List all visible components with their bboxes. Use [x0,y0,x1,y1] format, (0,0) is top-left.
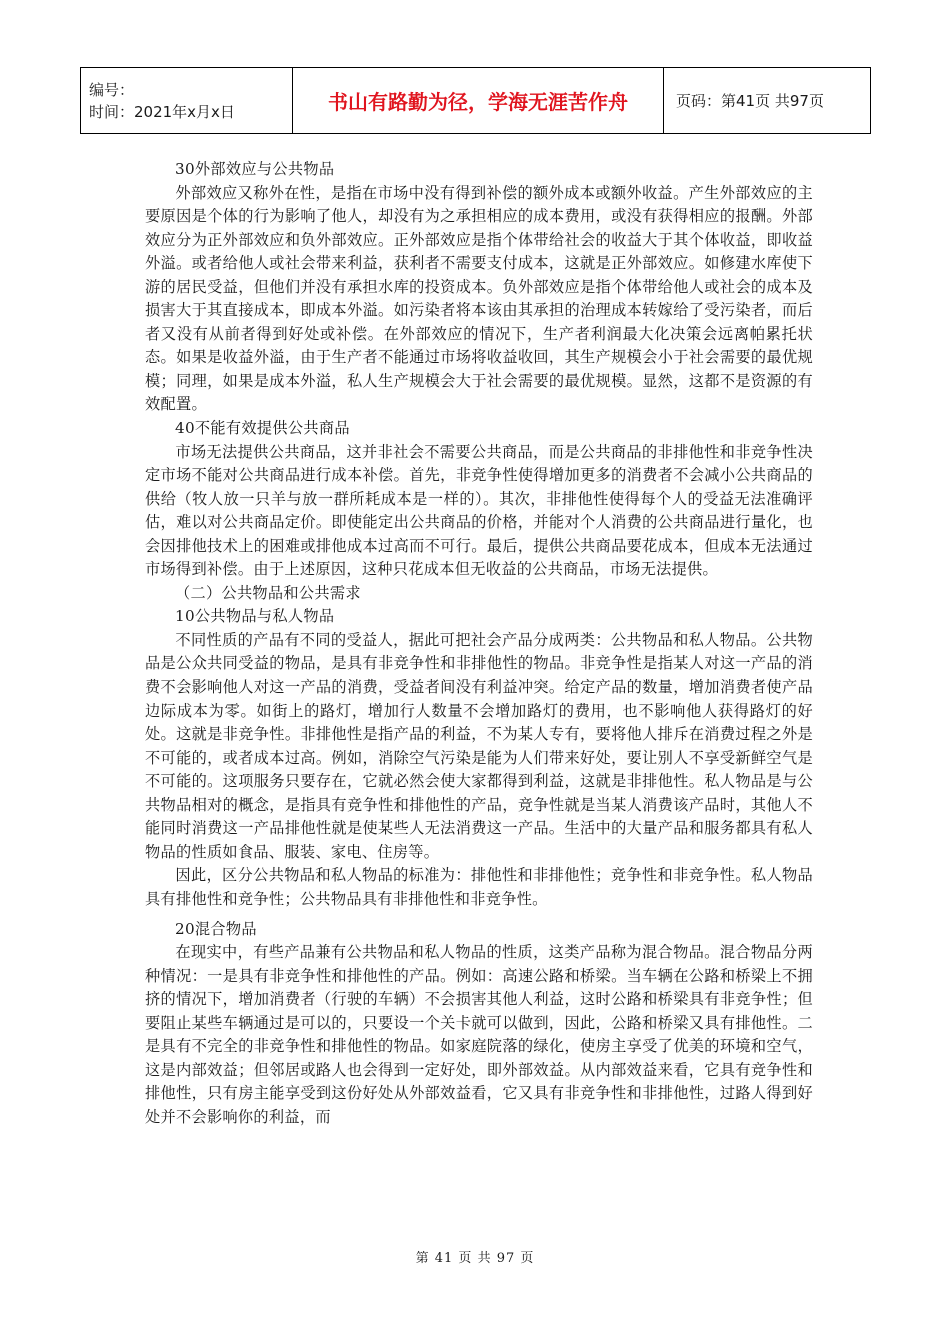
page-header [80,67,871,134]
section-heading: 40不能有效提供公共商品 [175,419,350,438]
header-page-label: 页码：第41页 共97页 [664,68,871,134]
document-body [145,158,813,1129]
section-heading: 20混合物品 [175,919,257,938]
body-paragraph: 外部效应又称外在性，是指在市场中没有得到补偿的额外成本或额外收益。产生外部效应的主要原因是个体的行为影响了他人，却没有为之承担相应的成本费用，或没有获得相应的报酬。外部效应分为正外部效应和负外部效应。正外部效应是指个体带给社会的收益大于其个体收益，即收益外溢。或者给他人或社会带来利益，获利者不需要支付成本，这就是正外部效应。如修建水库使下游的居民受益，但他们并没有承担水库的投资成本。负外部效应是指个体带给他人或社会的成本及损害大于其直接成本，即成本外溢。如污染者将本该由其承担的治理成本转嫁给了受污染者，而后者又没有从前者得到好处或补偿。在外部效应的情况下，生产者利润最大化决策会远离帕累托状态。如果是收益外溢，由于生产者不能通过市场将收益收回，其生产规模会小于社会需要的最优规模；同理，如果是成本外溢，私人生产规模会大于社会需要的最优规模。显然，这都不是资源的有效配置。 [145,183,813,414]
body-paragraph: 市场无法提供公共商品，这并非社会不需要公共商品，而是公共商品的非排他性和非竞争性决定市场不能对公共商品进行成本补偿。首先，非竞争性使得增加更多的消费者不会减小公共商品的供给（牧人放一只羊与放一群所耗成本是一样的）。其次，非排他性使得每个人的受益无法准确评估，难以对公共商品定价。即使能定出公共商品的价格，并能对个人消费的公共商品进行量化，也会因排他技术上的困难或排他成本过高而不可行。最后，提供公共商品要花成本，但成本无法通过市场得到补偿。由于上述原因，这种只花成本但无收益的公共商品，市场无法提供。 [145,442,813,579]
header-meta [81,68,293,134]
header-motto: 书山有路勤为径，学海无涯苦作舟 [293,68,664,134]
body-paragraph: 因此，区分公共物品和私人物品的标准为：排他性和非排他性；竞争性和非竞争性。私人物品具有排他性和竞争性；公共物品具有非排他性和非竞争性。 [145,866,813,908]
body-paragraph: 在现实中，有些产品兼有公共物品和私人物品的性质，这类产品称为混合物品。混合物品分两种情况：一是具有非竞争性和排他性的产品。例如：高速公路和桥梁。当车辆在公路和桥梁上不拥挤的情况下，增加消费者（行驶的车辆）不会损害其他人利益，这时公路和桥梁具有非竞争性；但要阻止某些车辆通过是可以的，只要设一个关卡就可以做到，因此，公路和桥梁又具有排他性。二是具有不完全的非竞争性和排他性的物品。如家庭院落的绿化，使房主享受了优美的环境和空气，这是内部效益；但邻居或路人也会得到一定好处，即外部效益。从内部效益来看，它具有竞争性和排他性，只有房主能享受到这份好处从外部效益看，它又具有非竞争性和非排他性，过路人得到好处并不会影响你的利益，而 [145,943,813,1126]
section-heading: （二）公共物品和公共需求 [175,583,361,602]
body-paragraph: 不同性质的产品有不同的受益人，据此可把社会产品分成两类：公共物品和私人物品。公共物品是公众共同受益的物品，是具有非竞争性和非排他性的物品。非竞争性是指某人对这一产品的消费不会影响他人对这一产品的消费，受益者间没有利益冲突。给定产品的数量，增加消费者使产品边际成本为零。如街上的路灯，增加行人数量不会增加路灯的费用，也不影响他人获得路灯的好处。这就是非竞争性。非排他性是指产品的利益，不为某人专有，要将他人排斥在消费过程之外是不可能的，或者成本过高。例如，消除空气污染是能为人们带来好处，要让别人不享受新鲜空气是不可能的。这项服务只要存在，它就必然会使大家都得到利益，这就是非排他性。私人物品是与公共物品相对的概念，是指具有竞争性和排他性的产品，竞争性就是当某人消费该产品时，其他人不能同时消费这一产品排他性就是使某些人无法消费这一产品。生活中的大量产品和服务都具有私人物品的性质如食品、服装、家电、住房等。 [145,630,813,861]
page-footer: 第 41 页 共 97 页 [415,1251,535,1266]
section-heading: 10公共物品与私人物品 [175,607,335,626]
section-heading: 30外部效应与公共物品 [175,160,335,178]
document-number-label: 编号： [89,80,135,99]
document-date: 时间：2021年x月x日 [89,102,235,121]
